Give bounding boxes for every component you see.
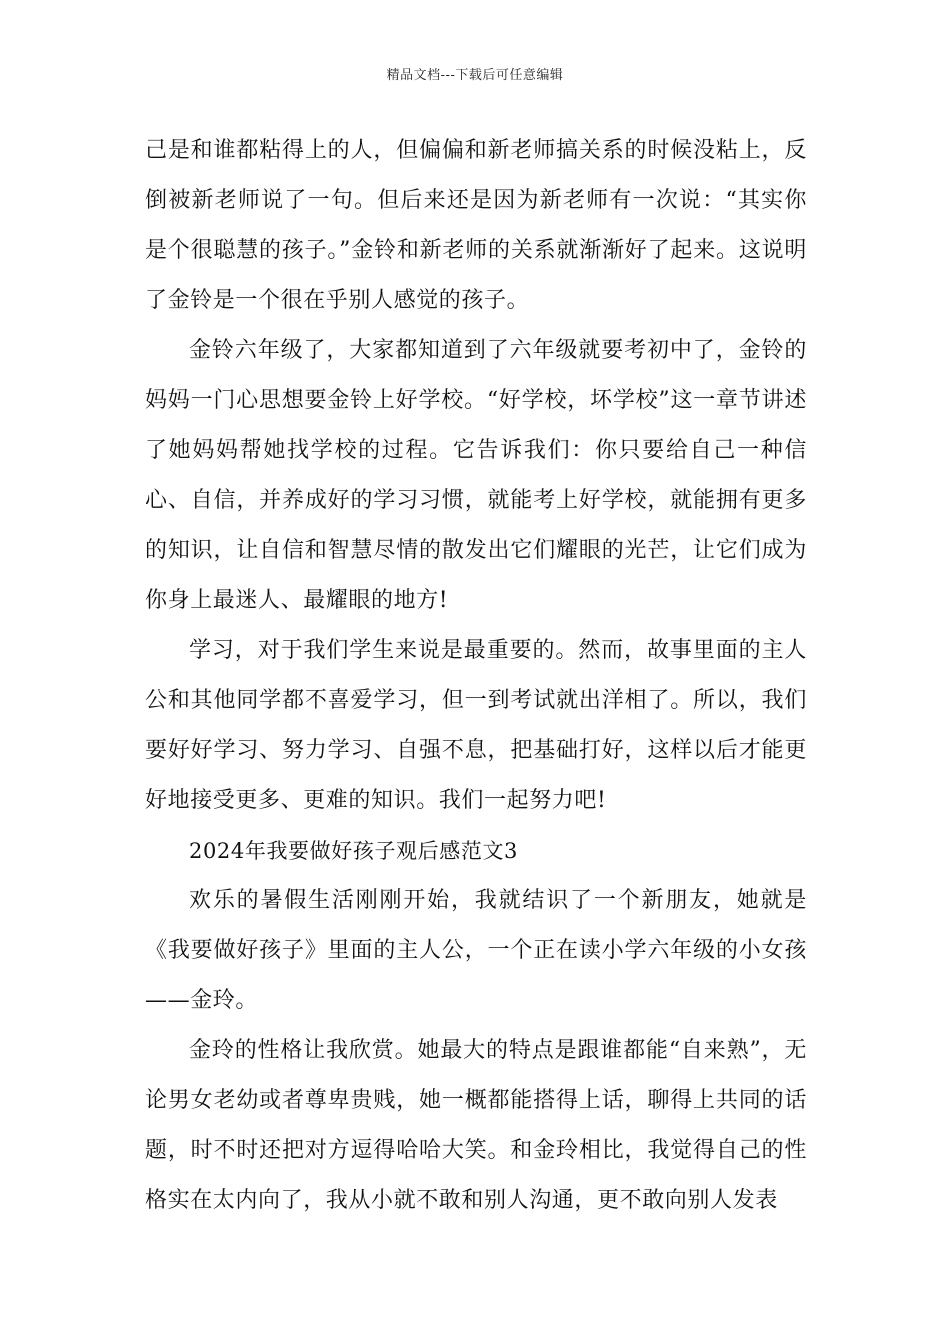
page-header: 精品文档---下载后可任意编辑 (386, 68, 564, 83)
section-heading: 2024年我要做好孩子观后感范文3 (189, 839, 519, 863)
paragraph-study: 学习，对于我们学生来说是最重要的。然而，故事里面的主人公和其他同学都不喜爱学习，但一到考试就出洋相了。所以，我们要好好学习、努力学习、自强不息，把基础打好，这样以后才能更好地接受更多、更难的知识。我们一起努力吧! (145, 638, 807, 813)
paragraph-summer: 欢乐的暑假生活刚刚开始，我就结识了一个新朋友，她就是《我要做好孩子》里面的主人公，一个正在读小学六年级的小女孩——金玲。 (145, 888, 807, 1013)
paragraph-continuation: 己是和谁都粘得上的人，但偏偏和新老师搞关系的时候没粘上，反倒被新老师说了一句。但后来还是因为新老师有一次说：“其实你是个很聪慧的孩子。”金铃和新老师的关系就渐渐好了起来。这说明了金铃是一个很在乎别人感觉的孩子。 (145, 138, 807, 313)
document-body (145, 126, 807, 1226)
paragraph-school: 金铃六年级了，大家都知道到了六年级就要考初中了，金铃的妈妈一门心思想要金铃上好学校。“好学校，坏学校”这一章节讲述了她妈妈帮她找学校的过程。它告诉我们：你只要给自己一种信心、自信，并养成好的学习习惯，就能考上好学校，就能拥有更多的知识，让自信和智慧尽情的散发出它们耀眼的光芒，让它们成为你身上最迷人、最耀眼的地方! (145, 338, 807, 613)
paragraph-personality: 金玲的性格让我欣赏。她最大的特点是跟谁都能“自来熟”，无论男女老幼或者尊卑贵贱，她一概都能搭得上话，聊得上共同的话题，时不时还把对方逗得哈哈大笑。和金玲相比，我觉得自己的性格实在太内向了，我从小就不敢和别人沟通，更不敢向别人发表 (145, 1038, 807, 1213)
